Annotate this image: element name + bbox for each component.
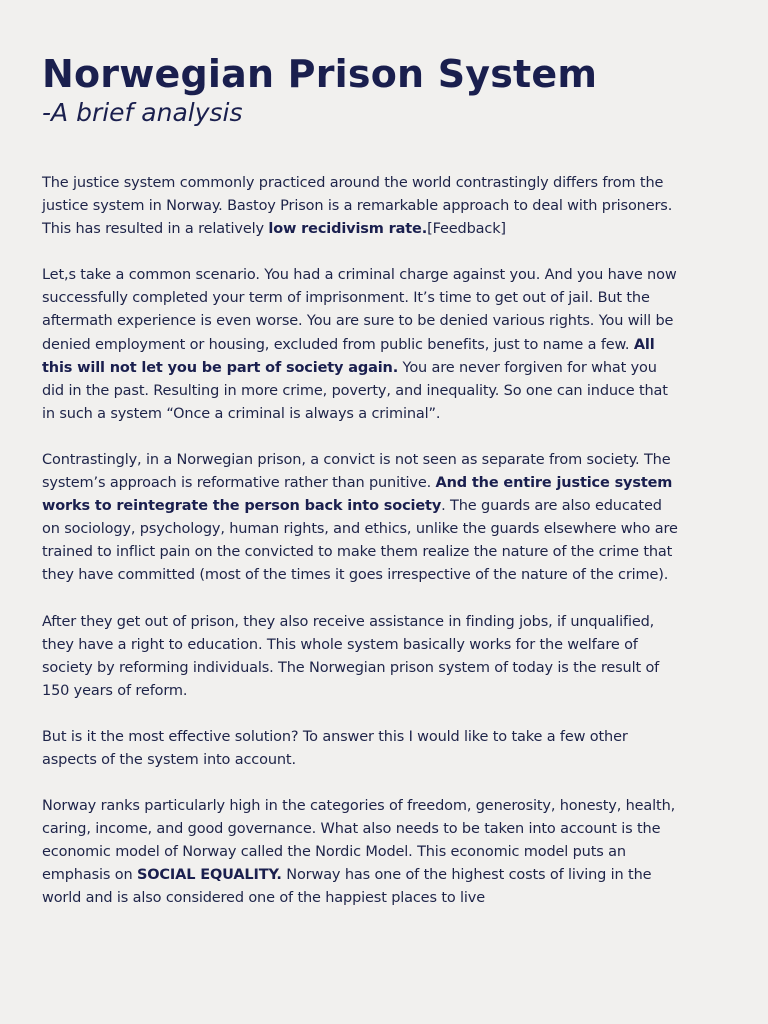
text-run: You are never forgiven for what you did in the past. Resulting in more crime, poverty, and inequality. So one can induce that in such a system “Once a criminal is always a criminal”. [42, 359, 668, 422]
bold-text-run: low recidivism rate. [268, 221, 428, 238]
paragraph [42, 264, 682, 426]
document-title: Norwegian Prison System [42, 52, 598, 96]
document-subtitle: -A brief analysis [42, 98, 243, 127]
paragraph [42, 611, 682, 703]
bold-text-run: All this will not let you be part of society again. [42, 336, 655, 376]
text-run: Norway has one of the highest costs of living in the world and is also considered one of the happiest places to live [42, 867, 652, 907]
text-run: . The guards are also educated on sociology, psychology, human rights, and ethics, unlike the guards elsewhere who are trained to inflict pain on the convicted to make them realize the nature of the crime that they have committed (most of the times it goes irrespective of the nature of the crime). [42, 498, 678, 584]
paragraph [42, 795, 682, 910]
text-run: The justice system commonly practiced around the world contrastingly differs from the justice system in Norway. Bastoy Prison is a remarkable approach to deal with prisoners. This has resulted in a relatively [42, 175, 673, 238]
document-page [42, 50, 682, 934]
document-body [42, 172, 682, 911]
text-run: Norway ranks particularly high in the categories of freedom, generosity, honesty, health, caring, income, and good governance. What also needs to be taken into account is the economic model of Norway called the Nordic Model. This economic model puts an emphasis on [42, 798, 676, 884]
text-run: But is it the most effective solution? To answer this I would like to take a few other aspects of the system into account. [42, 728, 628, 768]
text-run: Contrastingly, in a Norwegian prison, a convict is not seen as separate from society. The system’s approach is reformative rather than punitive. [42, 451, 671, 492]
text-run: After they get out of prison, they also receive assistance in finding jobs, if unqualified, they have a right to education. This whole system basically works for the welfare of society by reforming individuals. The Norwegian prison system of today is the result of 150 years of reform. [42, 613, 660, 699]
feedback-link-text: [Feedback] [427, 221, 506, 238]
paragraph [42, 449, 682, 588]
text-run: Let,s take a common scenario. You had a criminal charge against you. And you have now successfully completed your term of imprisonment. It’s time to get out of jail. But the aftermath experience is even worse. You are sure to be denied various rights. You will be denied employment or housing, excluded from public benefits, just to name a few. [42, 267, 677, 353]
bold-text-run: SOCIAL EQUALITY. [136, 867, 282, 884]
paragraph [42, 172, 682, 241]
bold-text-run: And the entire justice system works to reintegrate the person back into society [42, 475, 673, 515]
paragraph [42, 726, 682, 772]
